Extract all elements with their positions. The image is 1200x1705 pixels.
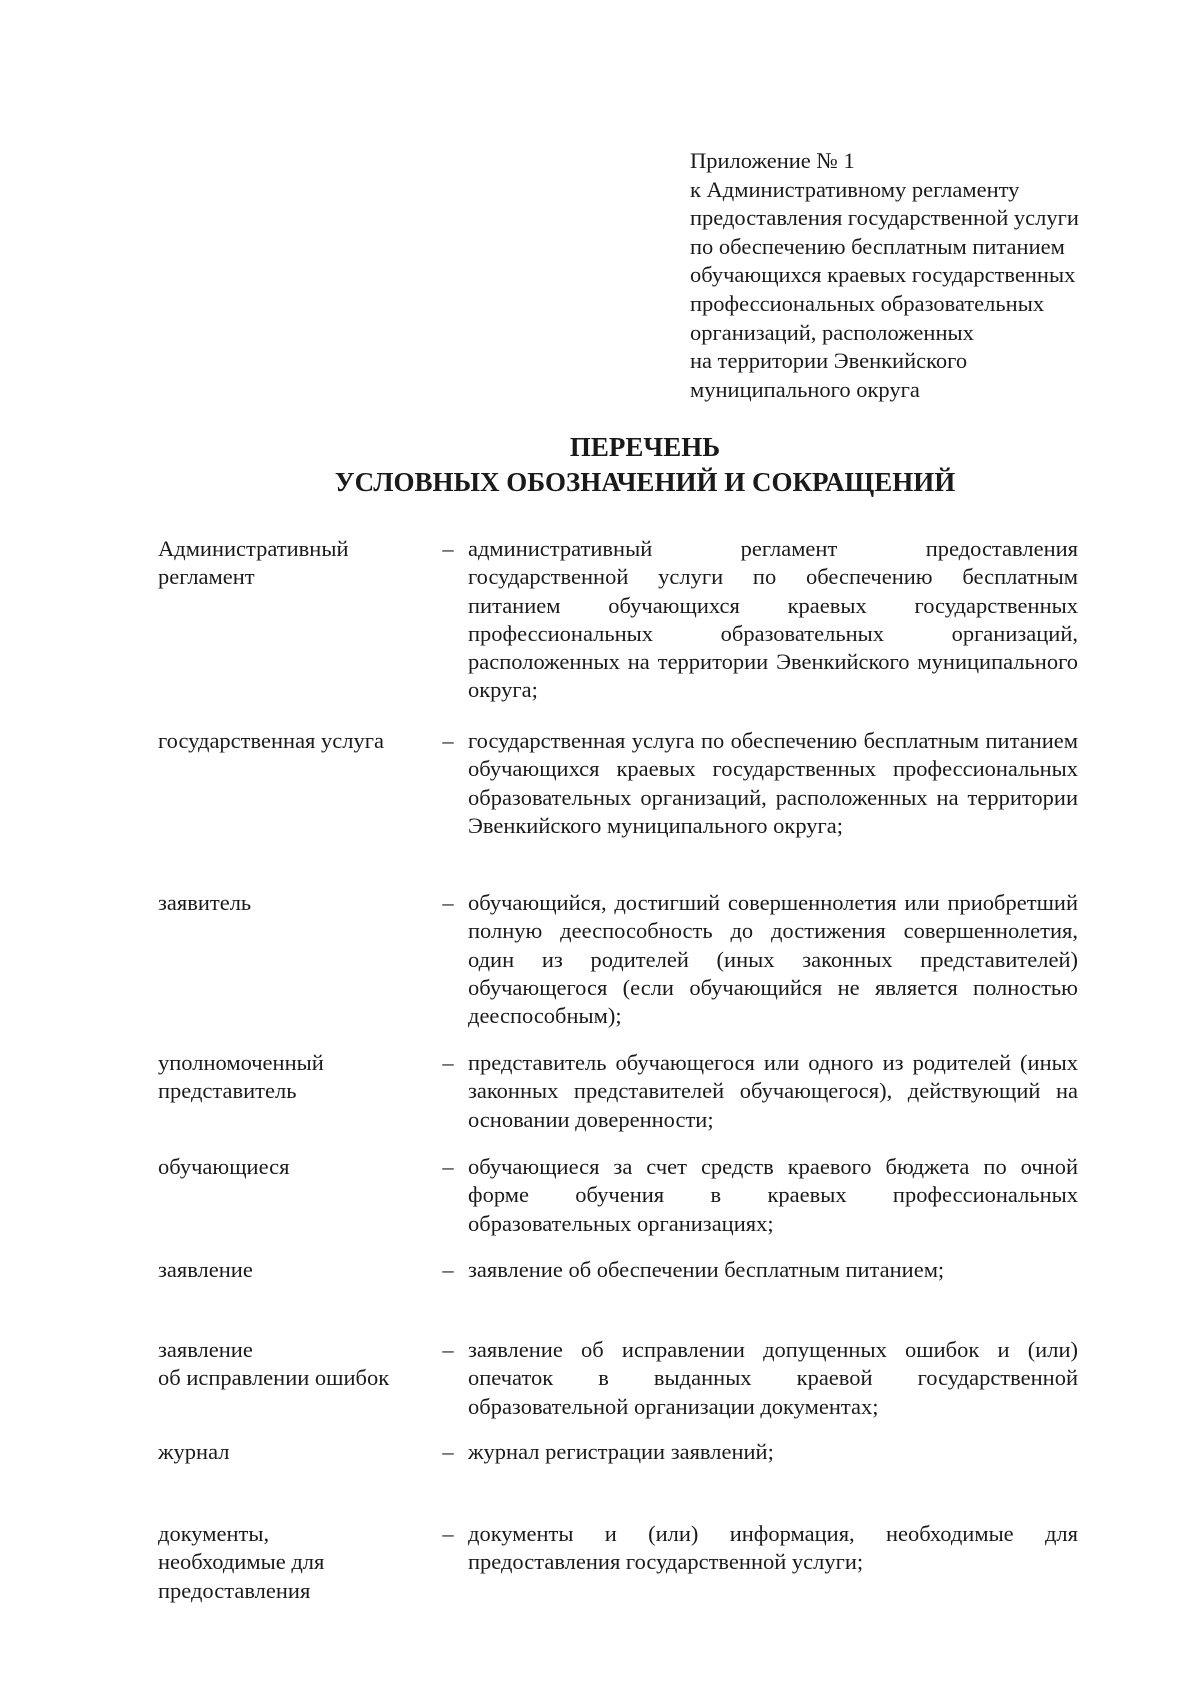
entry-definition: административный регламент предоставления государственной услуги по обеспечению бесплатным питанием обучающихся краевых государственных профессиональных образовательных организаций, расположенных на территории Эвенкийского муниципального округа; (468, 536, 1078, 703)
entry-definition: документы и (или) информация, необходимые для предоставления государственной услуги; (468, 1521, 1078, 1575)
term-line: представитель (158, 1078, 297, 1104)
entry-term (158, 1438, 428, 1466)
entry-term (158, 1520, 428, 1605)
term-line: необходимые для (158, 1549, 325, 1575)
appendix-line: на территории Эвенкийского (690, 348, 968, 374)
appendix-line: по обеспечению бесплатным питанием (690, 233, 1065, 259)
appendix-line: организаций, расположенных (690, 319, 974, 345)
entry-term (158, 1256, 428, 1284)
appendix-line: обучающихся краевых государственных (690, 262, 1076, 288)
entry-term (158, 889, 428, 917)
term-line: заявление (158, 1257, 253, 1282)
entry-term (158, 1049, 428, 1106)
entry-dash: – (442, 728, 454, 753)
appendix-note (690, 147, 1160, 404)
entry-term (158, 1153, 428, 1181)
term-line: регламент (158, 564, 255, 590)
appendix-line: Приложение № 1 (690, 148, 855, 173)
entry-dash: – (442, 1257, 454, 1282)
document-title (0, 430, 1200, 500)
term-line: об исправлении ошибок (158, 1365, 390, 1391)
entry-dash: – (442, 1521, 454, 1546)
entry-dash: – (442, 890, 454, 915)
entry-definition: заявление об исправлении допущенных ошибок и (или) опечаток в выданных краевой государственной образовательной организации документах; (468, 1337, 1078, 1419)
entry-definition: журнал регистрации заявлений; (468, 1439, 774, 1464)
appendix-line: муниципального округа (690, 376, 920, 402)
title-line-2: УСЛОВНЫХ ОБОЗНАЧЕНИЙ И СОКРАЩЕНИЙ (334, 467, 956, 497)
entry-definition: обучающиеся за счет средств краевого бюджета по очной форме обучения в краевых профессиональных образовательных организациях; (468, 1154, 1078, 1236)
appendix-line: профессиональных образовательных (690, 290, 1045, 316)
term-line: заявление (158, 1337, 253, 1362)
entry-dash: – (442, 1337, 454, 1362)
entry-term (158, 1336, 428, 1393)
term-line: предоставления (158, 1577, 311, 1603)
entry-dash: – (442, 536, 454, 561)
entry-definition: заявление об обеспечении бесплатным питанием; (468, 1257, 945, 1282)
title-line-1: ПЕРЕЧЕНЬ (569, 432, 721, 462)
entry-dash: – (442, 1154, 454, 1179)
entry-definition: обучающийся, достигший совершеннолетия или приобретший полную дееспособность до достижения совершеннолетия, один из родителей (иных законных представителей) обучающегося (если обучающийся не является полностью дееспособным); (468, 890, 1078, 1029)
entry-dash: – (442, 1050, 454, 1075)
appendix-line: к Административному регламенту (690, 176, 1020, 202)
term-line: документы, (158, 1521, 270, 1546)
entry-term (158, 727, 428, 755)
term-line: государственная услуга (158, 728, 384, 753)
entry-definition: представитель обучающегося или одного из родителей (иных законных представителей обучающегося), действующий на основании доверенности; (468, 1050, 1078, 1132)
entry-term (158, 535, 428, 592)
term-line: обучающиеся (158, 1154, 290, 1179)
appendix-line: предоставления государственной услуги (690, 205, 1079, 231)
term-line: уполномоченный (158, 1050, 324, 1075)
term-line: Административный (158, 536, 349, 561)
entry-definition: государственная услуга по обеспечению бесплатным питанием обучающихся краевых государственных профессиональных образовательных организаций, расположенных на территории Эвенкийского муниципального округа; (468, 728, 1078, 838)
term-line: заявитель (158, 890, 252, 915)
entry-dash: – (442, 1439, 454, 1464)
term-line: журнал (158, 1439, 230, 1464)
